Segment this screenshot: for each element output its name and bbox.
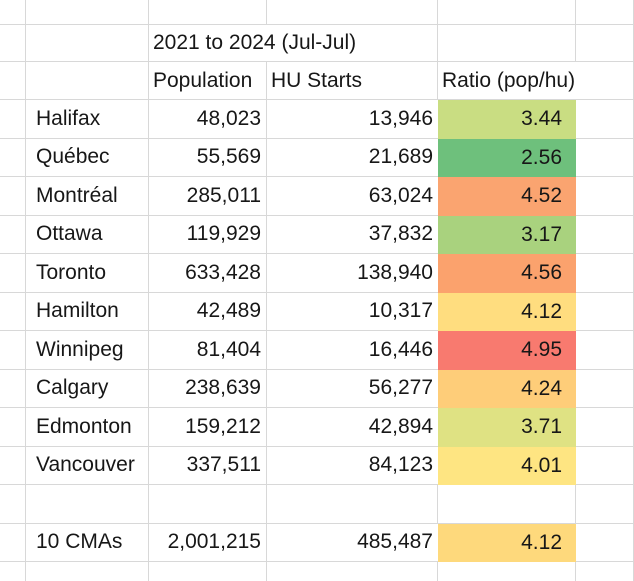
empty-cell[interactable] [267, 0, 438, 25]
population-cell[interactable]: 119,929 [149, 216, 267, 255]
column-header-population[interactable]: Population [149, 62, 267, 100]
ratio-cell[interactable]: 2.56 [438, 139, 576, 178]
empty-cell[interactable] [26, 62, 149, 100]
empty-cell[interactable] [26, 0, 149, 25]
hu-starts-cell[interactable]: 21,689 [267, 139, 438, 178]
city-cell[interactable]: Québec [26, 139, 149, 178]
empty-cell[interactable] [576, 331, 634, 370]
empty-cell[interactable] [576, 139, 634, 178]
ratio-cell[interactable]: 4.24 [438, 370, 576, 409]
empty-cell[interactable] [576, 485, 634, 524]
ratio-cell[interactable]: 3.17 [438, 216, 576, 255]
city-cell[interactable]: Vancouver [26, 447, 149, 486]
ratio-cell[interactable]: 4.56 [438, 254, 576, 293]
column-header-ratio[interactable]: Ratio (pop/hu) [438, 62, 634, 100]
empty-cell[interactable] [0, 0, 26, 25]
table-row [0, 0, 634, 25]
hu-starts-cell[interactable]: 42,894 [267, 408, 438, 447]
total-population-cell[interactable]: 2,001,215 [149, 524, 267, 563]
hu-starts-cell[interactable]: 138,940 [267, 254, 438, 293]
population-cell[interactable]: 238,639 [149, 370, 267, 409]
ratio-cell[interactable]: 4.01 [438, 447, 576, 486]
ratio-cell[interactable]: 3.71 [438, 408, 576, 447]
table-row [0, 216, 634, 255]
population-cell[interactable]: 81,404 [149, 331, 267, 370]
city-cell[interactable]: Calgary [26, 370, 149, 409]
empty-cell[interactable] [438, 485, 576, 524]
column-header-hu-starts[interactable]: HU Starts [267, 62, 438, 100]
city-cell[interactable]: Hamilton [26, 293, 149, 332]
empty-cell[interactable] [438, 0, 576, 25]
table-header-row [0, 62, 634, 100]
table-row [0, 25, 634, 62]
empty-cell[interactable] [0, 177, 26, 216]
empty-cell[interactable] [0, 100, 26, 139]
ratio-cell[interactable]: 3.44 [438, 100, 576, 139]
hu-starts-cell[interactable]: 13,946 [267, 100, 438, 139]
empty-cell[interactable] [576, 216, 634, 255]
table-row [0, 447, 634, 486]
empty-cell[interactable] [26, 562, 149, 581]
empty-cell[interactable] [576, 254, 634, 293]
empty-cell[interactable] [0, 139, 26, 178]
empty-cell[interactable] [576, 408, 634, 447]
empty-cell[interactable] [0, 408, 26, 447]
empty-cell[interactable] [0, 562, 26, 581]
total-label-cell[interactable]: 10 CMAs [26, 524, 149, 563]
empty-cell[interactable] [149, 485, 267, 524]
empty-cell[interactable] [26, 485, 149, 524]
ratio-cell[interactable]: 4.95 [438, 331, 576, 370]
empty-cell[interactable] [576, 25, 634, 62]
table-row [0, 254, 634, 293]
empty-cell[interactable] [26, 25, 149, 62]
table-row [0, 485, 634, 524]
city-cell[interactable]: Toronto [26, 254, 149, 293]
empty-cell[interactable] [0, 524, 26, 563]
table-row [0, 562, 634, 581]
city-cell[interactable]: Halifax [26, 100, 149, 139]
empty-cell[interactable] [576, 562, 634, 581]
table-row [0, 331, 634, 370]
table-title[interactable]: 2021 to 2024 (Jul-Jul) [149, 25, 438, 62]
population-cell[interactable]: 48,023 [149, 100, 267, 139]
empty-cell[interactable] [0, 331, 26, 370]
table-row [0, 408, 634, 447]
table-row [0, 100, 634, 139]
table-row [0, 177, 634, 216]
empty-cell[interactable] [149, 0, 267, 25]
empty-cell[interactable] [576, 370, 634, 409]
total-row [0, 524, 634, 563]
table-row [0, 370, 634, 409]
population-cell[interactable]: 285,011 [149, 177, 267, 216]
empty-cell[interactable] [0, 254, 26, 293]
ratio-cell[interactable]: 4.52 [438, 177, 576, 216]
empty-cell[interactable] [0, 485, 26, 524]
empty-cell[interactable] [0, 25, 26, 62]
hu-starts-cell[interactable]: 16,446 [267, 331, 438, 370]
hu-starts-cell[interactable]: 63,024 [267, 177, 438, 216]
empty-cell[interactable] [0, 370, 26, 409]
city-cell[interactable]: Winnipeg [26, 331, 149, 370]
empty-cell[interactable] [576, 0, 634, 25]
hu-starts-cell[interactable]: 56,277 [267, 370, 438, 409]
empty-cell[interactable] [576, 177, 634, 216]
empty-cell[interactable] [0, 62, 26, 100]
ratio-cell[interactable]: 4.12 [438, 293, 576, 332]
empty-cell[interactable] [576, 293, 634, 332]
population-cell[interactable]: 159,212 [149, 408, 267, 447]
empty-cell[interactable] [576, 524, 634, 563]
table-row [0, 139, 634, 178]
empty-cell[interactable] [576, 447, 634, 486]
empty-cell[interactable] [149, 562, 267, 581]
empty-cell[interactable] [576, 100, 634, 139]
hu-starts-cell[interactable]: 37,832 [267, 216, 438, 255]
population-cell[interactable]: 633,428 [149, 254, 267, 293]
empty-cell[interactable] [0, 447, 26, 486]
population-cell[interactable]: 42,489 [149, 293, 267, 332]
population-cell[interactable]: 337,511 [149, 447, 267, 486]
empty-cell[interactable] [438, 562, 576, 581]
population-cell[interactable]: 55,569 [149, 139, 267, 178]
empty-cell[interactable] [0, 216, 26, 255]
city-cell[interactable]: Edmonton [26, 408, 149, 447]
city-cell[interactable]: Montréal [26, 177, 149, 216]
empty-cell[interactable] [267, 562, 438, 581]
total-hu-starts-cell[interactable]: 485,487 [267, 524, 438, 563]
city-cell[interactable]: Ottawa [26, 216, 149, 255]
total-ratio-cell[interactable]: 4.12 [438, 524, 576, 563]
hu-starts-cell[interactable]: 10,317 [267, 293, 438, 332]
hu-starts-cell[interactable]: 84,123 [267, 447, 438, 486]
empty-cell[interactable] [267, 485, 438, 524]
table-row [0, 293, 634, 332]
empty-cell[interactable] [0, 293, 26, 332]
empty-cell[interactable] [438, 25, 576, 62]
